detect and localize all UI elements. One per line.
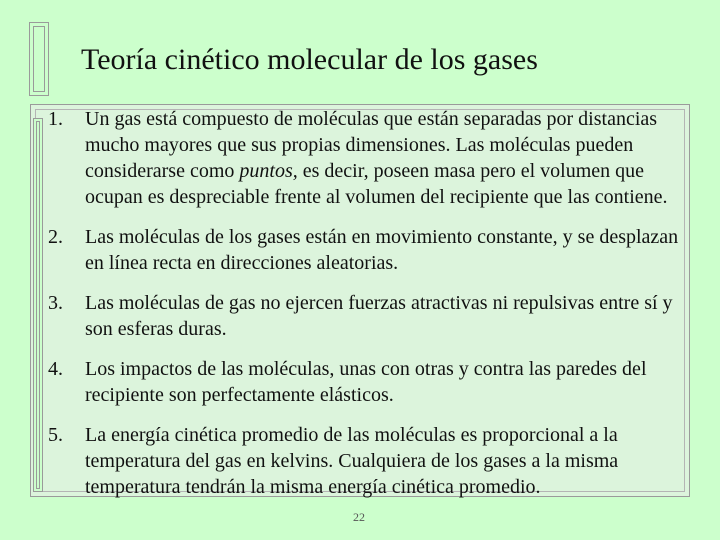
item-number: 5. xyxy=(48,424,63,446)
list-item xyxy=(48,356,688,408)
item-text: Los impactos de las moléculas, unas con otras y contra las paredes del recipiente son perfectamente elásticos. xyxy=(85,358,647,406)
list-item xyxy=(48,422,688,500)
emphasis-text: puntos, xyxy=(239,160,298,182)
left-decoration-bar xyxy=(33,118,43,492)
title-decoration xyxy=(29,22,49,96)
item-text: La energía cinética promedio de las moléculas es proporcional a la temperatura del gas en kelvins. Cualquiera de los gases a la misma temperatura tendrán la misma energía cinética promedio. xyxy=(85,424,619,498)
item-text: Un gas está compuesto de moléculas que están separadas por distancias mucho mayores que sus propias dimensiones. Las moléculas pueden considerarse como puntos, es decir, poseen masa pero el volumen que ocupan es despreciable frente al volumen del recipiente que las contiene. xyxy=(85,108,668,208)
postulates-list xyxy=(48,106,688,514)
item-number: 3. xyxy=(48,292,63,314)
page-number: 22 xyxy=(353,510,365,524)
list-item xyxy=(48,290,688,342)
list-item xyxy=(48,106,688,210)
item-number: 1. xyxy=(48,108,63,130)
item-text: Las moléculas de gas no ejercen fuerzas atractivas ni repulsivas entre sí y son esferas duras. xyxy=(85,292,673,340)
item-number: 4. xyxy=(48,358,63,380)
list-item xyxy=(48,224,688,276)
item-text: Las moléculas de los gases están en movimiento constante, y se desplazan en línea recta en direcciones aleatorias. xyxy=(85,226,679,274)
item-number: 2. xyxy=(48,226,63,248)
slide-title: Teoría cinético molecular de los gases xyxy=(81,43,538,76)
